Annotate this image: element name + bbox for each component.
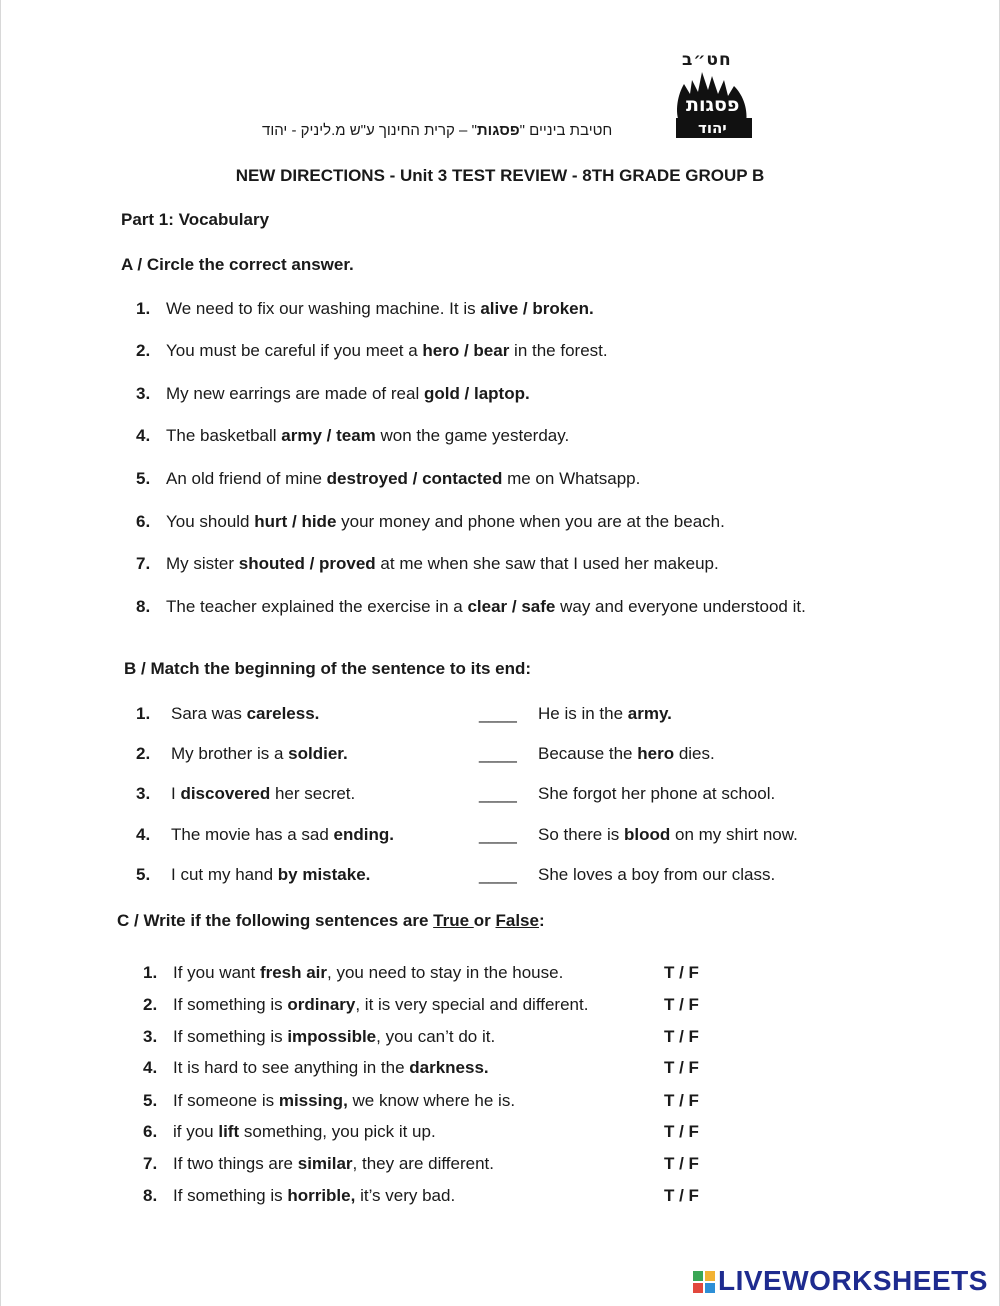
true-false-choice[interactable]: T / F	[664, 1058, 699, 1077]
section-c-item-text	[173, 1154, 494, 1174]
bold-segment: discovered	[180, 784, 271, 803]
page-title: NEW DIRECTIONS - Unit 3 TEST REVIEW - 8TH GRADE GROUP B	[235, 166, 765, 185]
text-segment: your money and phone when you are at the beach.	[336, 512, 725, 531]
section-c-item-number: 3.	[143, 1027, 158, 1046]
section-a-item-text[interactable]	[166, 384, 530, 404]
text-segment: in the forest.	[509, 341, 608, 360]
bold-segment: careless.	[246, 704, 320, 723]
section-c-item-number: 6.	[143, 1122, 158, 1141]
section-b-beginning	[171, 865, 370, 885]
text-segment: , you need to stay in the house.	[327, 963, 564, 982]
text-segment: It is hard to see anything in the	[173, 1058, 410, 1077]
section-b-item-number: 5.	[136, 865, 151, 884]
liveworksheets-logo-icon	[693, 1271, 715, 1293]
text-segment: You must be careful if you meet a	[166, 341, 423, 360]
section-a-item-number: 8.	[136, 597, 151, 616]
section-b-item-number: 2.	[136, 744, 151, 763]
text-segment: dies.	[674, 744, 715, 763]
bold-segment: lift	[218, 1122, 240, 1141]
bold-segment: missing,	[278, 1091, 348, 1110]
bold-segment: soldier.	[288, 744, 348, 763]
liveworksheets-brand[interactable]: LIVEWORKSHEETS	[718, 1265, 988, 1296]
text-segment: She forgot her phone at school.	[538, 784, 776, 803]
section-a-heading: A / Circle the correct answer.	[121, 255, 354, 274]
true-false-choice[interactable]: T / F	[664, 1186, 699, 1205]
text-segment: An old friend of mine	[166, 469, 327, 488]
text-segment: way and everyone understood it.	[555, 597, 806, 616]
text-segment: , it is very special and different.	[355, 995, 589, 1014]
section-b-ending	[538, 704, 672, 724]
section-a-item-text[interactable]	[166, 426, 569, 446]
text-segment: My brother is a	[171, 744, 289, 763]
section-a-item-text[interactable]	[166, 341, 608, 361]
section-c-heading-prefix: C / Write if the following sentences are	[117, 911, 434, 930]
text-segment: me on Whatsapp.	[502, 469, 641, 488]
section-b-beginning	[171, 784, 355, 804]
logo-top-text: חט״ב	[682, 50, 732, 70]
bold-segment: blood	[624, 825, 671, 844]
section-a-item-number: 3.	[136, 384, 151, 403]
section-c-item-number: 1.	[143, 963, 158, 982]
section-b-beginning	[171, 704, 319, 724]
text-segment: If you want	[173, 963, 260, 982]
text-segment: , they are different.	[352, 1154, 494, 1173]
section-c-heading-true: True	[433, 911, 474, 930]
section-b-ending	[538, 784, 775, 804]
text-segment: Sara was	[171, 704, 247, 723]
text-segment: If two things are	[173, 1154, 298, 1173]
true-false-choice[interactable]: T / F	[664, 1154, 699, 1173]
bold-segment: army / team	[281, 426, 376, 445]
section-c-item-number: 2.	[143, 995, 158, 1014]
section-a-item-number: 5.	[136, 469, 151, 488]
text-segment: it’s very bad.	[355, 1186, 456, 1205]
section-c-item-number: 5.	[143, 1091, 158, 1110]
bold-segment: hero	[637, 744, 675, 763]
bold-segment: destroyed / contacted	[326, 469, 503, 488]
section-a-item-text[interactable]	[166, 554, 719, 574]
bold-segment: horrible,	[287, 1186, 356, 1205]
section-a-item-text[interactable]	[166, 512, 725, 532]
bold-segment: by mistake.	[277, 865, 371, 884]
section-a-item-text[interactable]	[166, 469, 640, 489]
section-b-item-number: 3.	[136, 784, 151, 803]
section-a-item-number: 2.	[136, 341, 151, 360]
bold-segment: hurt / hide	[254, 512, 337, 531]
section-c-item-number: 4.	[143, 1058, 158, 1077]
text-segment: You should	[166, 512, 255, 531]
text-segment: her secret.	[270, 784, 356, 803]
true-false-choice[interactable]: T / F	[664, 995, 699, 1014]
section-c-heading	[117, 911, 545, 931]
text-segment: won the game yesterday.	[375, 426, 570, 445]
true-false-choice[interactable]: T / F	[664, 1027, 699, 1046]
section-c-item-number: 8.	[143, 1186, 158, 1205]
text-segment: She loves a boy from our class.	[538, 865, 776, 884]
section-b-item-number: 4.	[136, 825, 151, 844]
section-c-item-text	[173, 995, 588, 1015]
text-segment: If something is	[173, 995, 288, 1014]
section-c-item-text	[173, 1027, 495, 1047]
true-false-choice[interactable]: T / F	[664, 1091, 699, 1110]
text-segment: The basketball	[166, 426, 282, 445]
section-b-beginning	[171, 825, 394, 845]
school-logo	[668, 50, 754, 142]
bold-segment: hero / bear	[422, 341, 510, 360]
text-segment: חטיבת ביניים "	[519, 122, 613, 139]
logo-badge-text: יהוד	[698, 119, 727, 137]
match-answer-blank[interactable]: ____	[479, 744, 517, 763]
text-segment: I cut my hand	[171, 865, 278, 884]
section-a-item-number: 6.	[136, 512, 151, 531]
bold-segment: shouted / proved	[238, 554, 376, 573]
bold-segment: פסגות	[476, 122, 520, 139]
section-b-ending	[538, 865, 775, 885]
section-c-item-number: 7.	[143, 1154, 158, 1173]
section-a-item-text[interactable]	[166, 299, 594, 319]
bold-segment: fresh air	[259, 963, 328, 982]
text-segment: If something is	[173, 1027, 288, 1046]
text-segment: I	[171, 784, 181, 803]
text-segment: Because the	[538, 744, 638, 763]
section-c-heading-false: False	[495, 911, 539, 930]
section-c-heading-or: or	[473, 911, 496, 930]
bold-segment: alive / broken.	[480, 299, 594, 318]
section-a-item-number: 4.	[136, 426, 151, 445]
match-answer-blank[interactable]: ____	[479, 865, 517, 884]
section-a-item-number: 7.	[136, 554, 151, 573]
section-b-beginning	[171, 744, 348, 764]
bold-segment: gold / laptop.	[423, 384, 530, 403]
section-c-item-text	[173, 963, 563, 983]
text-segment: , you can’t do it.	[376, 1027, 496, 1046]
section-c-item-text	[173, 1058, 489, 1078]
section-b-item-number: 1.	[136, 704, 151, 723]
bold-segment: ending.	[333, 825, 394, 844]
text-segment: He is in the	[538, 704, 628, 723]
text-segment: The teacher explained the exercise in a	[166, 597, 468, 616]
true-false-choice[interactable]: T / F	[664, 963, 699, 982]
match-answer-blank[interactable]: ____	[479, 784, 517, 803]
text-segment: We need to fix our washing machine. It is	[166, 299, 481, 318]
match-answer-blank[interactable]: ____	[479, 825, 517, 844]
text-segment: we know where he is.	[347, 1091, 516, 1110]
page-left-edge	[0, 0, 1, 1306]
bold-segment: similar	[297, 1154, 353, 1173]
text-segment: on my shirt now.	[670, 825, 798, 844]
section-b-heading: B / Match the beginning of the sentence to its end:	[124, 659, 532, 678]
section-c-item-text	[173, 1122, 436, 1142]
section-b-ending	[538, 825, 798, 845]
text-segment: My sister	[166, 554, 239, 573]
section-a-item-text[interactable]	[166, 597, 806, 617]
text-segment: " – קרית החינוך ע"ש מ.ליניק - יהוד	[262, 122, 477, 139]
bold-segment: impossible	[287, 1027, 377, 1046]
text-segment: If someone is	[173, 1091, 279, 1110]
text-segment: something, you pick it up.	[239, 1122, 436, 1141]
text-segment: at me when she saw that I used her makeup.	[375, 554, 719, 573]
text-segment: if you	[173, 1122, 219, 1141]
text-segment: My new earrings are made of real	[166, 384, 424, 403]
section-c-heading-suffix: :	[538, 911, 545, 930]
section-c-item-text	[173, 1186, 455, 1206]
bold-segment: ordinary	[287, 995, 356, 1014]
logo-name-text: פסגות	[686, 94, 740, 116]
section-c-item-text	[173, 1091, 515, 1111]
bold-segment: clear / safe	[467, 597, 556, 616]
true-false-choice[interactable]: T / F	[664, 1122, 699, 1141]
match-answer-blank[interactable]: ____	[479, 704, 517, 723]
text-segment: So there is	[538, 825, 624, 844]
text-segment: The movie has a sad	[171, 825, 334, 844]
section-a-item-number: 1.	[136, 299, 151, 318]
school-name-line	[262, 122, 672, 139]
bold-segment: army.	[627, 704, 672, 723]
section-b-ending	[538, 744, 715, 764]
text-segment: If something is	[173, 1186, 288, 1205]
bold-segment: darkness.	[409, 1058, 489, 1077]
part1-heading: Part 1: Vocabulary	[121, 210, 270, 229]
